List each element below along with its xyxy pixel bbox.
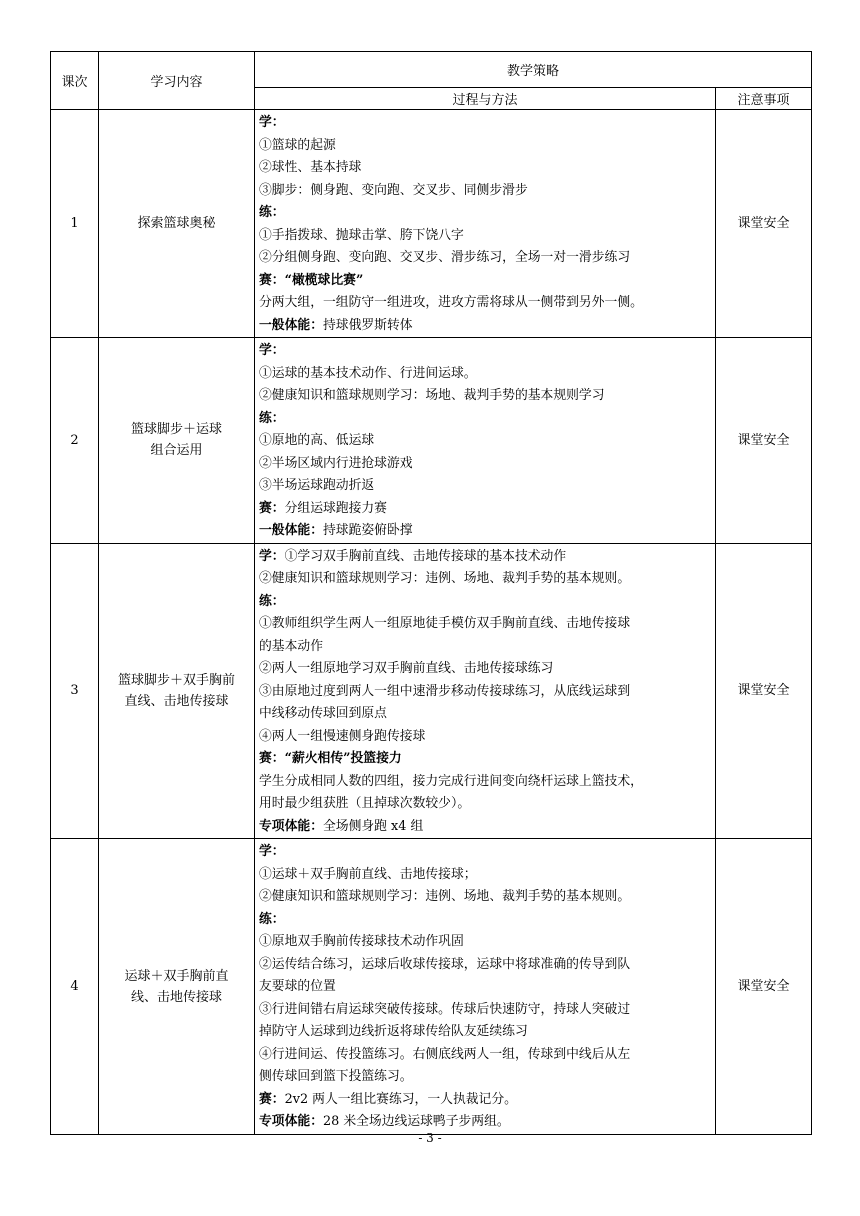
process-text: ①原地的高、低运球	[259, 433, 375, 448]
process-line	[259, 976, 711, 999]
process-keyword: 练：	[259, 911, 285, 927]
process-line	[259, 931, 711, 954]
process-keyword: 练：	[259, 593, 285, 609]
lesson-number: 4	[51, 839, 99, 1135]
header-process: 过程与方法	[255, 88, 716, 110]
lesson-content-line: 运球＋双手胸前直	[124, 968, 229, 984]
process-text: ①教师组织学生两人一组原地徒手模仿双手胸前直线、击地传接球	[259, 616, 631, 631]
process-line	[259, 1089, 711, 1112]
notes-cell: 课堂安全	[716, 110, 812, 338]
process-method	[255, 839, 716, 1135]
process-keyword: 一般体能：	[259, 317, 323, 333]
process-line	[259, 408, 711, 431]
table-row	[51, 338, 812, 544]
process-line	[259, 270, 711, 293]
process-text: ③半场运球跑动折返	[259, 478, 375, 493]
process-line	[259, 157, 711, 180]
process-text: ②健康知识和篮球规则学习：场地、裁判手势的基本规则学习	[259, 388, 605, 403]
table-row	[51, 839, 812, 1135]
process-line	[259, 202, 711, 225]
process-line	[259, 292, 711, 315]
process-line	[259, 498, 711, 521]
process-line	[259, 726, 711, 749]
process-text: ③行进间错右肩运球突破传接球。传球后快速防守，持球人突破过	[259, 1001, 631, 1017]
process-line	[259, 568, 711, 591]
process-line	[259, 112, 711, 135]
process-line	[259, 909, 711, 932]
notes-cell: 课堂安全	[716, 338, 812, 544]
process-text: 全场侧身跑 x4 组	[322, 818, 424, 834]
process-text: ②半场区域内行进抢球游戏	[259, 455, 413, 471]
lesson-content	[99, 543, 255, 839]
process-text: ③由原地过度到两人一组中速滑步移动传接球练习，从底线运球到	[259, 683, 631, 699]
process-text: ①学习双手胸前直线、击地传接球的基本技术动作	[284, 548, 567, 564]
process-line	[259, 841, 711, 864]
header-notes: 注意事项	[716, 88, 812, 110]
lesson-number: 3	[51, 543, 99, 839]
lesson-content-line: 篮球脚步＋运球	[130, 422, 222, 438]
process-line	[259, 748, 711, 771]
process-line	[259, 591, 711, 614]
process-text: ①运球的基本技术动作、行进间运球。	[259, 365, 477, 381]
process-line	[259, 315, 711, 338]
process-text: ①篮球的起源	[259, 137, 336, 153]
lesson-content-line: 组合运用	[150, 443, 203, 459]
page-number: - 3 -	[418, 1131, 442, 1145]
process-line	[259, 681, 711, 704]
process-keyword: 赛：	[259, 1091, 285, 1107]
lesson-number: 2	[51, 338, 99, 544]
header-content: 学习内容	[99, 52, 255, 110]
lesson-content-line: 线、击地传接球	[130, 989, 222, 1005]
process-keyword: 学：	[259, 343, 285, 358]
process-line	[259, 954, 711, 977]
process-line	[259, 636, 711, 659]
process-keyword: 赛：“橄榄球比赛”	[259, 272, 364, 288]
process-text: 侧传球回到篮下投篮练习。	[259, 1069, 413, 1084]
process-line	[259, 135, 711, 158]
process-line	[259, 225, 711, 248]
notes-cell: 课堂安全	[716, 839, 812, 1135]
process-text: 掉防守人运球到边线折返将球传给队友延续练习	[259, 1024, 528, 1039]
process-keyword: 赛：“薪火相传”投篮接力	[259, 751, 402, 766]
process-text: ②运传结合练习，运球后收球传接球，运球中将球准确的传导到队	[259, 956, 631, 972]
process-line	[259, 180, 711, 203]
process-keyword: 练：	[259, 205, 285, 220]
process-line	[259, 1021, 711, 1044]
process-line	[259, 546, 711, 569]
lesson-content-line: 篮球脚步＋双手胸前	[117, 672, 235, 688]
lesson-content	[99, 839, 255, 1135]
process-text: ①手指拨球、抛球击掌、胯下饶八字	[259, 227, 464, 243]
process-line	[259, 1066, 711, 1089]
process-line	[259, 430, 711, 453]
process-line	[259, 771, 711, 794]
process-line	[259, 886, 711, 909]
process-text: 2v2 两人一组比赛练习，一人执裁记分。	[284, 1091, 517, 1107]
lesson-plan-table	[50, 51, 812, 1135]
process-text: ④两人一组慢速侧身跑传接球	[259, 728, 426, 744]
process-method	[255, 543, 716, 839]
process-line	[259, 816, 711, 839]
lesson-content	[99, 110, 255, 338]
process-text: 学生分成相同人数的四组，接力完成行进间变向绕杆运球上篮技术，	[259, 773, 643, 789]
process-method	[255, 338, 716, 544]
process-line	[259, 658, 711, 681]
process-keyword: 学：	[259, 548, 285, 564]
lesson-number: 1	[51, 110, 99, 338]
process-keyword: 学：	[259, 115, 285, 130]
notes-cell: 课堂安全	[716, 543, 812, 839]
process-text: 28 米全场边线运球鸭子步两组。	[322, 1114, 510, 1129]
process-keyword: 一般体能：	[259, 523, 323, 538]
process-line	[259, 247, 711, 270]
process-text: ③脚步：侧身跑、变向跑、交叉步、同侧步滑步	[259, 182, 528, 198]
process-text: 用时最少组获胜（且掉球次数较少）。	[259, 796, 471, 811]
process-keyword: 专项体能：	[259, 818, 323, 834]
process-text: ②健康知识和篮球规则学习：违例、场地、裁判手势的基本规则。	[259, 571, 631, 586]
lesson-content-line: 直线、击地传接球	[124, 693, 229, 709]
process-keyword: 学：	[259, 844, 285, 859]
process-line	[259, 475, 711, 498]
process-text: 友要球的位置	[259, 979, 336, 994]
process-text: ②分组侧身跑、变向跑、交叉步、滑步练习，全场一对一滑步练习	[259, 250, 631, 265]
process-text: ①原地双手胸前传接球技术动作巩固	[259, 934, 464, 949]
header-lesson: 课次	[51, 52, 99, 110]
table-row	[51, 110, 812, 338]
process-text: 分两大组，一组防守一组进攻，进攻方需将球从一侧带到另外一侧。	[259, 295, 643, 310]
process-line	[259, 613, 711, 636]
header-strategy: 教学策略	[255, 52, 812, 88]
process-line	[259, 793, 711, 816]
process-line	[259, 999, 711, 1022]
process-text: ②两人一组原地学习双手胸前直线、击地传接球练习	[259, 661, 554, 676]
process-line	[259, 385, 711, 408]
process-text: 的基本动作	[259, 638, 323, 654]
process-text: 分组运球跑接力赛	[284, 500, 387, 516]
table-body	[51, 110, 812, 1135]
process-text: 中线移动传球回到原点	[259, 706, 387, 721]
process-line	[259, 520, 711, 543]
process-text: ①运球＋双手胸前直线、击地传接球；	[259, 866, 477, 882]
process-method	[255, 110, 716, 338]
process-text: 持球跪姿俯卧撑	[322, 523, 413, 538]
process-line	[259, 703, 711, 726]
process-keyword: 专项体能：	[259, 1114, 323, 1129]
process-line	[259, 363, 711, 386]
lesson-content-line: 探索篮球奥秘	[137, 216, 216, 231]
process-line	[259, 453, 711, 476]
process-line	[259, 864, 711, 887]
process-keyword: 练：	[259, 410, 285, 426]
process-keyword: 赛：	[259, 500, 285, 516]
table-row	[51, 543, 812, 839]
process-text: ④行进间运、传投篮练习。右侧底线两人一组，传球到中线后从左	[259, 1046, 631, 1062]
lesson-content	[99, 338, 255, 544]
process-line	[259, 1044, 711, 1067]
process-text: 持球俄罗斯转体	[322, 317, 413, 333]
process-text: ②球性、基本持球	[259, 160, 362, 175]
process-text: ②健康知识和篮球规则学习：违例、场地、裁判手势的基本规则。	[259, 889, 631, 904]
process-line	[259, 340, 711, 363]
